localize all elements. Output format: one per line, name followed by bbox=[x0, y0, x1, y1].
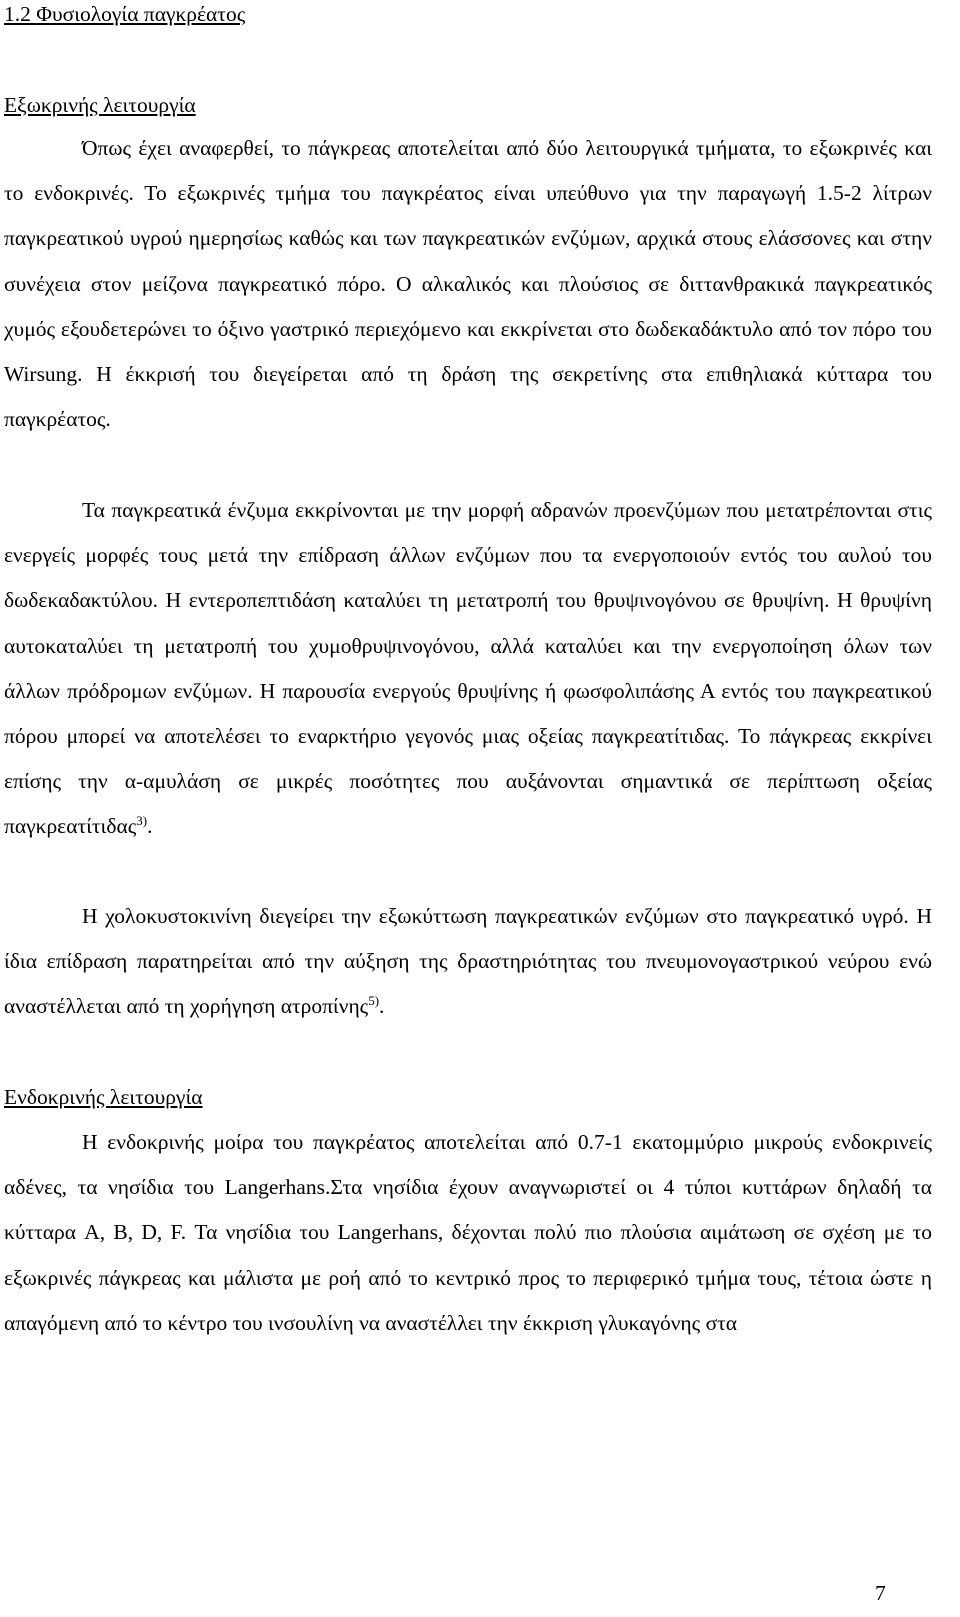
exocrine-paragraph-3-end: . bbox=[379, 994, 385, 1019]
exocrine-paragraph-2-end: . bbox=[147, 814, 153, 839]
exocrine-paragraph-2 bbox=[4, 488, 932, 850]
section-heading: 1.2 Φυσιολογία παγκρέατος bbox=[4, 2, 246, 26]
reference-5: 5) bbox=[368, 993, 380, 1009]
endocrine-paragraph-1: Η ενδοκρινής μοίρα του παγκρέατος αποτελείται από 0.7-1 εκατομμύριο μικρούς ενδοκρινείς αδένες, τα νησίδια του Langerhans.Στα νησίδια έχουν αναγνωριστεί οι 4 τύποι κυττάρων δηλαδή τα κύτταρα A, B, D, F. Τα νησίδια του Langerhans, δέχονται πολύ πιο πλούσια αιμάτωση σε σχέση με το εξωκρινές πάγκρεας και μάλιστα με ροή από το κεντρικό προς το περιφερικό τμήμα τους, τέτοια ώστε η απαγόμενη από το κέντρο του ινσουλίνη να αναστέλλει την έκκριση γλυκαγόνης στα bbox=[4, 1130, 932, 1335]
exocrine-heading: Εξωκρινής λειτουργία bbox=[4, 93, 196, 117]
endocrine-heading: Ενδοκρινής λειτουργία bbox=[4, 1085, 203, 1109]
reference-3: 3) bbox=[136, 813, 148, 829]
exocrine-paragraph-1: Όπως έχει αναφερθεί, το πάγκρεας αποτελείται από δύο λειτουργικά τμήματα, το εξωκρινές και το ενδοκρινές. Το εξωκρινές τμήμα του παγκρέατος είναι υπεύθυνο για την παραγωγή 1.5-2 λίτρων παγκρεατικού υγρού ημερησίως καθώς και των παγκρεατικών ενζύμων, αρχικά στους ελάσσονες και στην συνέχεια στον μείζονα παγκρεατικό πόρο. Ο αλκαλικός και πλούσιος σε διττανθρακικά παγκρεατικός χυμός εξουδετερώνει το όξινο γαστρικό περιεχόμενο και εκκρίνεται στο δωδεκαδάκτυλο από τον πόρο του Wirsung. Η έκκρισή του διεγείρεται από τη δράση της σεκρετίνης στα επιθηλιακά κύτταρα του παγκρέατος. bbox=[4, 136, 932, 432]
exocrine-paragraph-3-text: Η χολοκυστοκινίνη διεγείρει την εξωκύττωση παγκρεατικών ενζύμων στο παγκρεατικό υγρό. Η ίδια επίδραση παρατηρείται από την αύξηση της δραστηριότητας του πνευμονογαστρικού νεύρου ενώ αναστέλλεται από τη χορήγηση ατροπίνης bbox=[4, 904, 932, 1019]
page-number: 7 bbox=[875, 1581, 886, 1605]
exocrine-paragraph-3 bbox=[4, 894, 932, 1030]
exocrine-paragraph-2-text: Τα παγκρεατικά ένζυμα εκκρίνονται με την μορφή αδρανών προενζύμων που μετατρέπονται στις ενεργείς μορφές τους μετά την επίδραση άλλων ενζύμων που τα ενεργοποιούν εντός του αυλού του δωδεκαδακτύλου. Η εντεροπεπτιδάση καταλύει τη μετατροπή του θρυψινογόνου σε θρυψίνη. Η θρυψίνη αυτοκαταλύει τη μετατροπή του χυμοθρυψινογόνου, αλλά καταλύει και την ενεργοποίηση όλων των άλλων πρόδρομων ενζύμων. Η παρουσία ενεργούς θρυψίνης ή φωσφολιπάσης Α εντός του παγκρεατικού πόρου μπορεί να αποτελέσει το εναρκτήριο γεγονός μιας οξείας παγκρεατίτιδας. Το πάγκρεας εκκρίνει επίσης την α-αμυλάση σε μικρές ποσότητες που αυξάνονται σημαντικά σε περίπτωση οξείας παγκρεατίτιδας bbox=[4, 498, 932, 839]
